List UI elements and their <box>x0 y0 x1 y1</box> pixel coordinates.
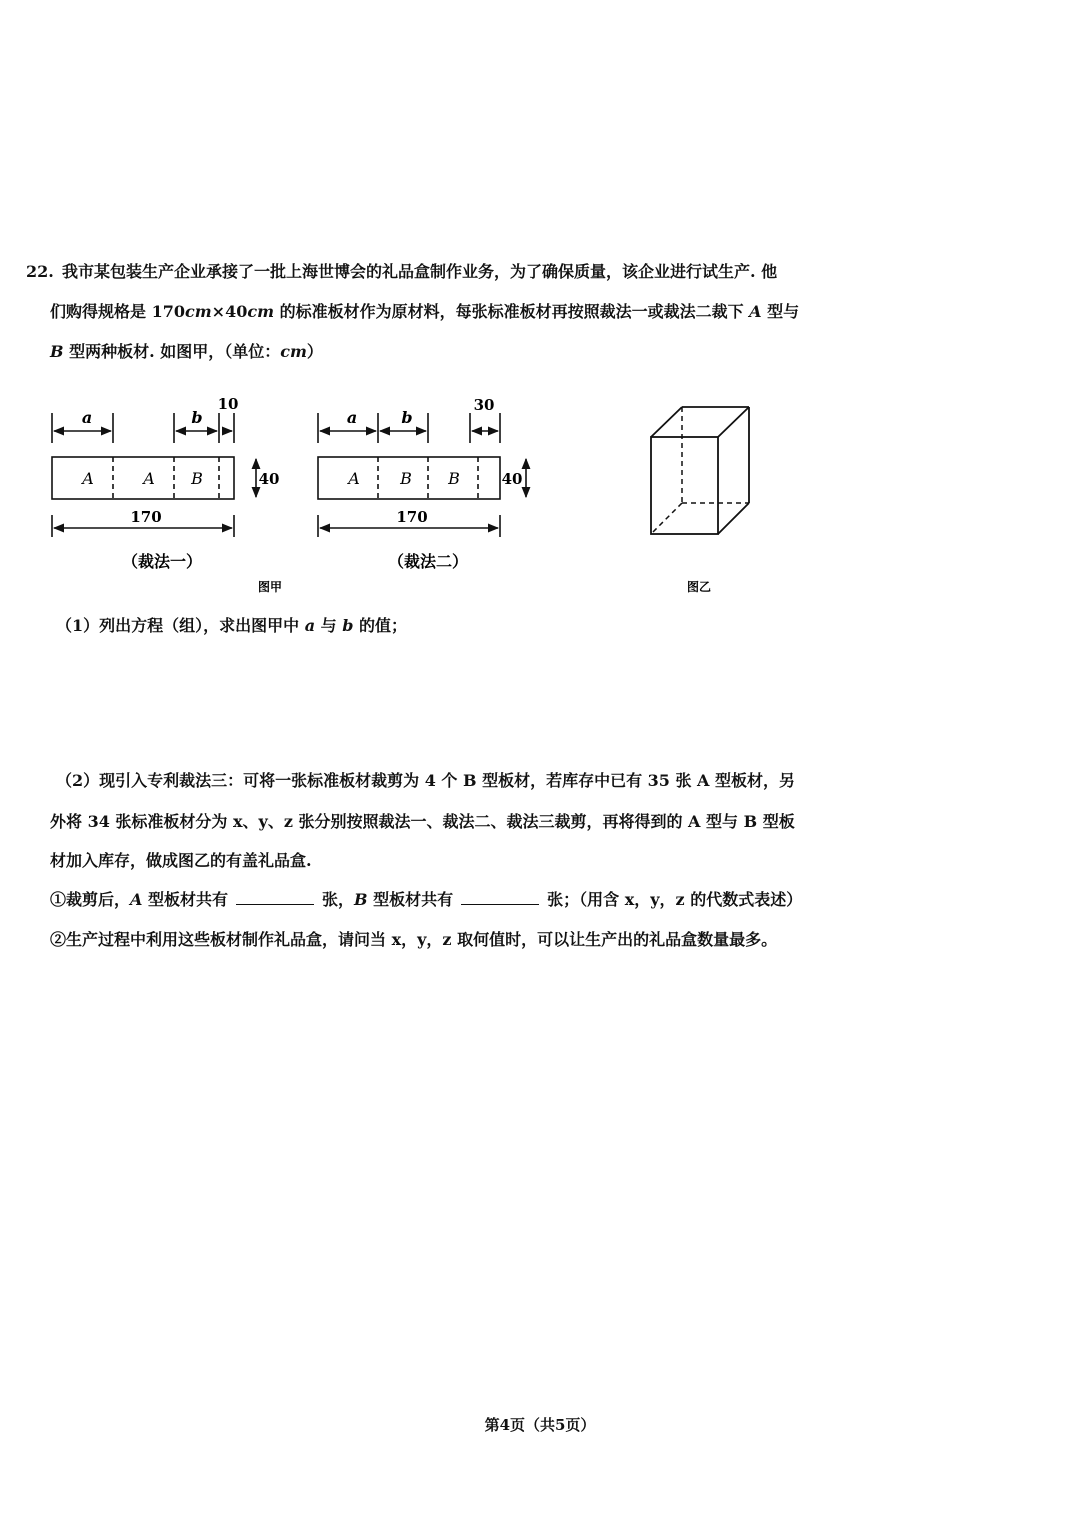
text: （1）列出方程（组），求出图甲中 <box>56 616 305 635</box>
var-A: A <box>130 890 143 909</box>
var-b: b <box>342 616 354 635</box>
height-label-1: 40 <box>258 470 280 488</box>
text: 型两种板材. 如图甲，（单位： <box>63 342 281 361</box>
text: 型板材共有 <box>142 890 229 909</box>
text: 型板材共有 <box>367 890 454 909</box>
text: 张， <box>322 890 355 909</box>
figure-area <box>0 385 1080 605</box>
length-label-1: 170 <box>130 508 162 526</box>
text: ①裁剪后， <box>50 890 131 909</box>
text: 的标准板材作为原材料，每张标准板材再按照裁法一或裁法二裁下 <box>274 302 750 321</box>
caption-figure-yi: 图乙 <box>686 580 712 594</box>
cell-1-3: B <box>191 469 203 488</box>
part2-line-3: 材加入库存，做成图乙的有盖礼品盒. <box>50 851 312 870</box>
var-B: B <box>50 342 64 361</box>
part2-line-1: （2）现引入专利裁法三：可将一张标准板材裁剪为 4 个 B 型板材，若库存中已有 35 张 A 型板材，另 <box>56 771 796 790</box>
text: 型与 <box>761 302 800 321</box>
var-a: a <box>304 616 316 635</box>
page-footer: 第4页（共5页） <box>484 1416 596 1434</box>
answer-blank-B[interactable] <box>461 890 539 905</box>
cell-2-1: A <box>348 469 360 488</box>
part2-subquestion-1 <box>50 890 802 910</box>
question-line-1: 我市某包装生产企业承接了一批上海世博会的礼品盒制作业务，为了确保质量，该企业进行试生产. 他 <box>62 262 778 281</box>
text: 与 <box>315 616 343 635</box>
cell-2-2: B <box>400 469 412 488</box>
question-line-2 <box>50 302 799 322</box>
caption-cut-1: （裁法一） <box>121 552 203 571</box>
unit-cm: cm <box>247 302 274 321</box>
height-label-2: 40 <box>501 470 523 488</box>
text: 张；（用含 x，y，z 的代数式表述） <box>547 890 803 909</box>
answer-blank-A[interactable] <box>236 890 314 905</box>
text: ） <box>306 342 323 361</box>
text: 们购得规格是 170 <box>50 302 185 321</box>
cell-1-2: A <box>143 469 155 488</box>
part2-line-2: 外将 34 张标准板材分为 x、y、z 张分别按照裁法一、裁法二、裁法三裁剪，再将得到的 A 型与 B 型板 <box>50 812 795 831</box>
question-line-3 <box>50 342 323 362</box>
var-A: A <box>749 302 762 321</box>
cell-1-1: A <box>82 469 94 488</box>
part1-question <box>56 616 407 636</box>
text: 的值； <box>353 616 408 635</box>
label-a-1: a <box>81 408 93 427</box>
label-a-2: a <box>346 408 358 427</box>
unit-cm: cm <box>184 302 212 321</box>
caption-cut-2: （裁法二） <box>387 552 469 571</box>
text: ×40 <box>211 302 248 321</box>
part2-subquestion-2: ②生产过程中利用这些板材制作礼品盒，请问当 x，y，z 取何值时，可以让生产出的礼品盒数量最多。 <box>50 930 778 949</box>
length-label-2: 170 <box>396 508 428 526</box>
label-b-1: b <box>191 408 203 427</box>
label-b-2: b <box>401 408 413 427</box>
cell-2-3: B <box>448 469 460 488</box>
var-B: B <box>354 890 368 909</box>
question-number: 22. <box>26 262 54 281</box>
label-30: 30 <box>473 396 495 414</box>
label-10: 10 <box>217 395 239 413</box>
box-diagram <box>651 407 749 534</box>
unit-cm: cm <box>280 342 307 361</box>
caption-figure-jia: 图甲 <box>257 580 283 594</box>
